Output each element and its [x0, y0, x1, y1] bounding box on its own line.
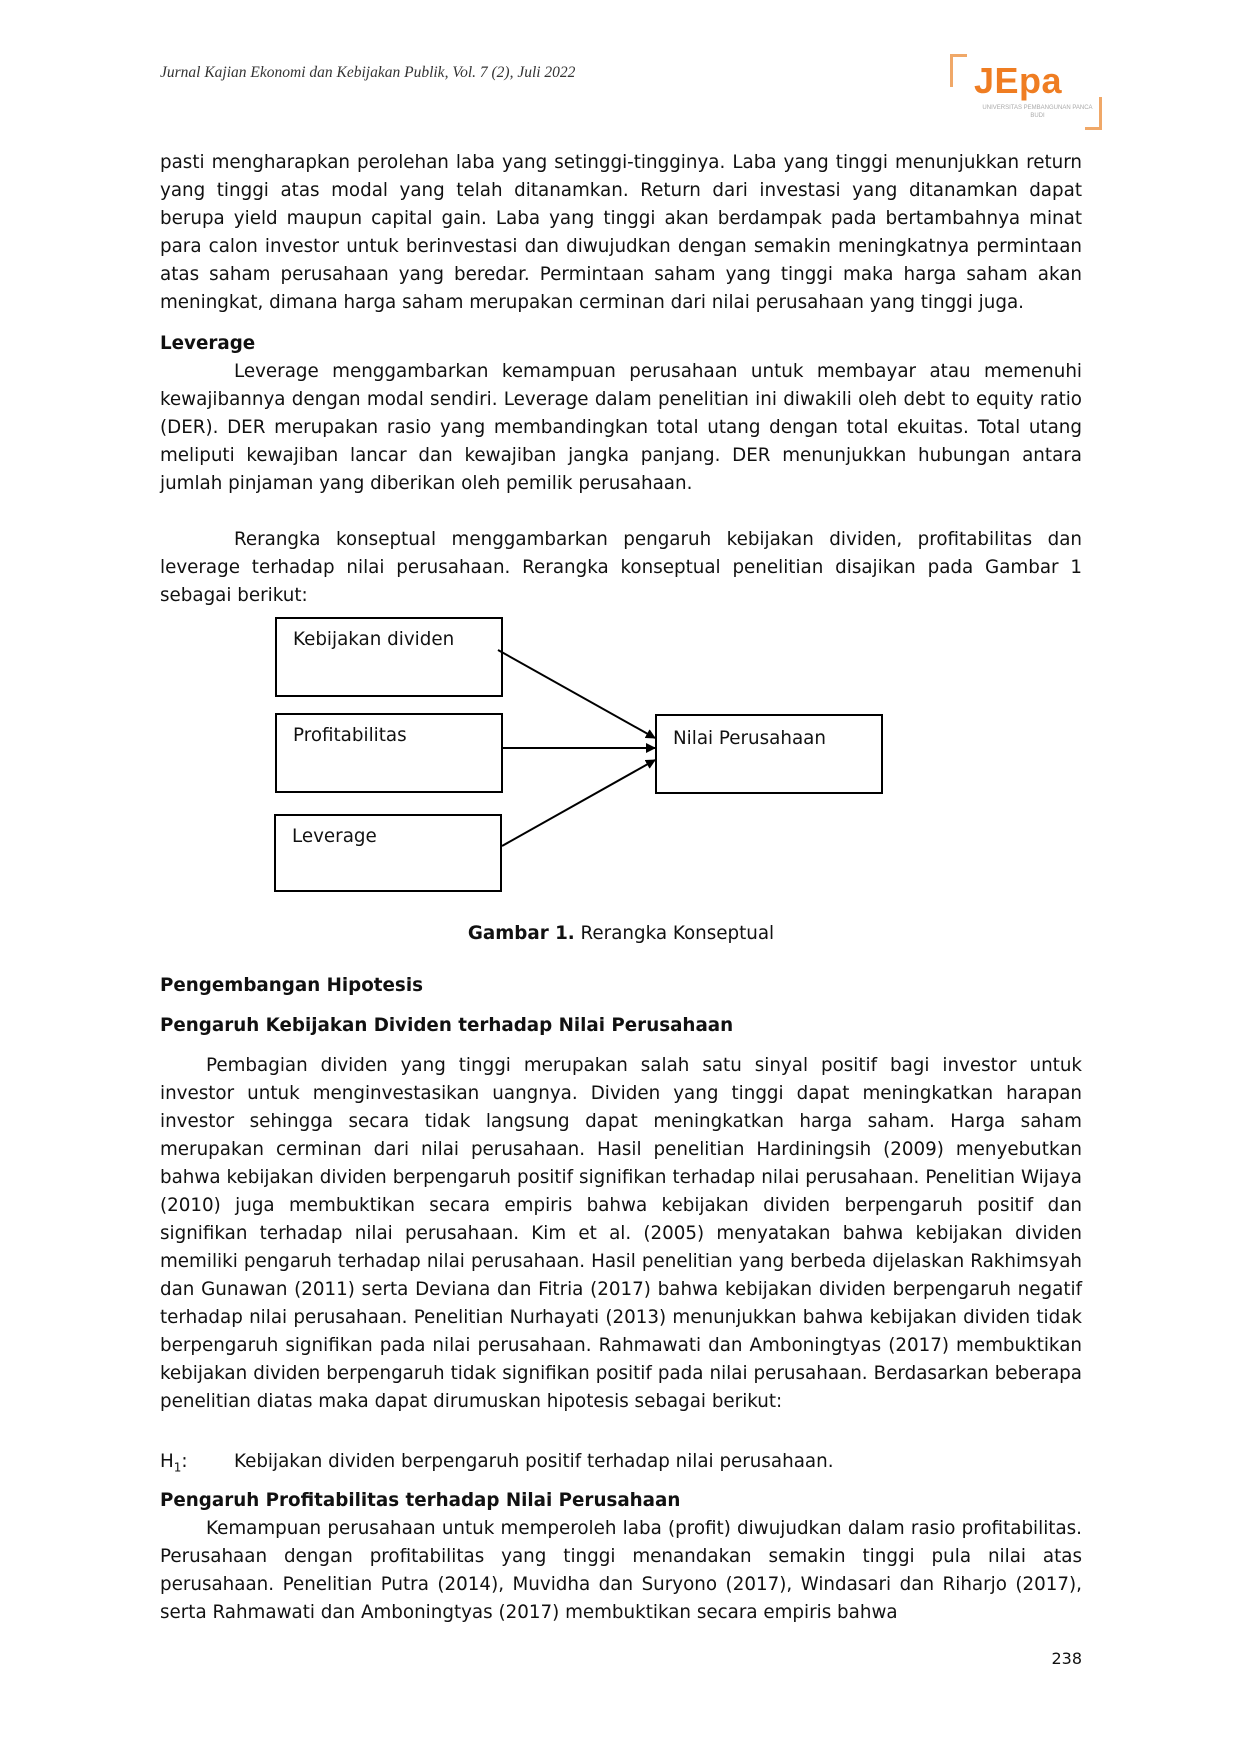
- sub1-heading: Pengaruh Kebijakan Dividen terhadap Nilai Perusahaan: [160, 1015, 734, 1036]
- sub2-heading: Pengaruh Profitabilitas terhadap Nilai Perusahaan: [160, 1490, 681, 1511]
- box-kebijakan-dividen: [275, 617, 503, 697]
- box-nilai-perusahaan: [655, 714, 883, 794]
- sub2-paragraph: Kemampuan perusahaan untuk memperoleh laba (profit) diwujudkan dalam rasio profitabilitas. Perusahaan dengan profitabilitas yang tinggi menandakan semakin tinggi pula nilai atas perusahaan. Penelitian Putra (2014), Muvidha dan Suryono (2017), Windasari dan Riharjo (2017), serta Rahmawati dan Amboningtyas (2017) membuktikan secara empiris bahwa: [160, 1518, 1082, 1623]
- arrow-leverage-to-nilai: [502, 760, 655, 846]
- box-nilai-perusahaan-label: Nilai Perusahaan: [673, 728, 826, 749]
- box-profitabilitas: [275, 713, 503, 793]
- hypothesis-1-text: Kebijakan dividen berpengaruh positif terhadap nilai perusahaan.: [234, 1451, 834, 1472]
- leverage-paragraph: Leverage menggambarkan kemampuan perusahaan untuk membayar atau memenuhi kewajibannya dengan modal sendiri. Leverage dalam penelitian ini diwakili oleh debt to equity ratio (DER). DER merupakan rasio yang membandingkan total utang dengan total ekuitas. Total utang meliputi kewajiban lancar dan kewajiban jangka panjang. DER menunjukkan hubungan antara jumlah pinjaman yang diberikan oleh pemilik perusahaan.: [160, 361, 1082, 494]
- box-leverage: [274, 814, 502, 892]
- intro-paragraph: pasti mengharapkan perolehan laba yang setinggi-tingginya. Laba yang tinggi menunjukkan return yang tinggi atas modal yang telah ditanamkan. Return dari investasi yang ditanamkan dapat berupa yield maupun capital gain. Laba yang tinggi akan berdampak pada bertambahnya minat para calon investor untuk berinvestasi dan diwujudkan dengan semakin meningkatnya permintaan atas saham perusahaan yang beredar. Permintaan saham yang tinggi maka harga saham akan meningkat, dimana harga saham merupakan cerminan dari nilai perusahaan yang tinggi juga.: [160, 152, 1082, 313]
- figure-caption-label: Gambar 1.: [467, 923, 575, 944]
- figure-caption-text: Rerangka Konseptual: [574, 923, 775, 944]
- box-kebijakan-dividen-label: Kebijakan dividen: [293, 629, 455, 650]
- hypothesis-1-letter: H: [160, 1451, 174, 1472]
- hypothesis-dev-heading: Pengembangan Hipotesis: [160, 975, 423, 996]
- logo-bracket-top-left: [950, 54, 967, 87]
- arrow-dividen-to-nilai: [498, 650, 655, 738]
- hypothesis-1-colon: :: [181, 1451, 188, 1472]
- logo-text: JEpa: [974, 60, 1063, 101]
- hypothesis-1: [160, 1448, 834, 1482]
- logo-subtext: UNIVERSITAS PEMBANGUNAN PANCA BUDI: [982, 105, 1093, 119]
- sub1-paragraph: Pembagian dividen yang tinggi merupakan salah satu sinyal positif bagi investor untuk investor untuk menginvestasikan uangnya. Dividen yang tinggi dapat meningkatkan harapan investor sehingga secara tidak langsung dapat meningkatkan harga saham. Harga saham merupakan cerminan dari nilai perusahaan. Hasil penelitian Hardiningsih (2009) menyebutkan bahwa kebijakan dividen berpengaruh positif signifikan terhadap nilai perusahaan. Penelitian Wijaya (2010) juga membuktikan secara empiris bahwa kebijakan dividen berpengaruh positif dan signifikan terhadap nilai perusahaan. Kim et al. (2005) menyatakan bahwa kebijakan dividen memiliki pengaruh terhadap nilai perusahaan. Hasil penelitian yang berbeda dijelaskan Rakhimsyah dan Gunawan (2011) serta Deviana dan Fitria (2017) bahwa kebijakan dividen berpengaruh negatif terhadap nilai perusahaan. Penelitian Nurhayati (2013) menunjukkan bahwa kebijakan dividen tidak berpengaruh signifikan pada nilai perusahaan. Rahmawati dan Amboningtyas (2017) membuktikan kebijakan dividen berpengaruh tidak signifikan positif pada nilai perusahaan. Berdasarkan beberapa penelitian diatas maka dapat dirumuskan hipotesis sebagai berikut:: [160, 1055, 1082, 1412]
- framework-paragraph: Rerangka konseptual menggambarkan pengaruh kebijakan dividen, profitabilitas dan leverage terhadap nilai perusahaan. Rerangka konseptual penelitian disajikan pada Gambar 1 sebagai berikut:: [160, 529, 1082, 606]
- leverage-heading: Leverage: [160, 333, 256, 354]
- hypothesis-1-subscript: 1: [173, 1460, 182, 1475]
- page-number: 238: [1051, 1649, 1082, 1668]
- box-leverage-label: Leverage: [292, 826, 377, 847]
- jepa-logo: [950, 54, 1102, 130]
- hypothesis-1-label: [160, 1448, 234, 1482]
- box-profitabilitas-label: Profitabilitas: [293, 725, 407, 746]
- journal-header: Jurnal Kajian Ekonomi dan Kebijakan Publik, Vol. 7 (2), Juli 2022: [160, 64, 576, 81]
- figure-caption: [160, 920, 1082, 948]
